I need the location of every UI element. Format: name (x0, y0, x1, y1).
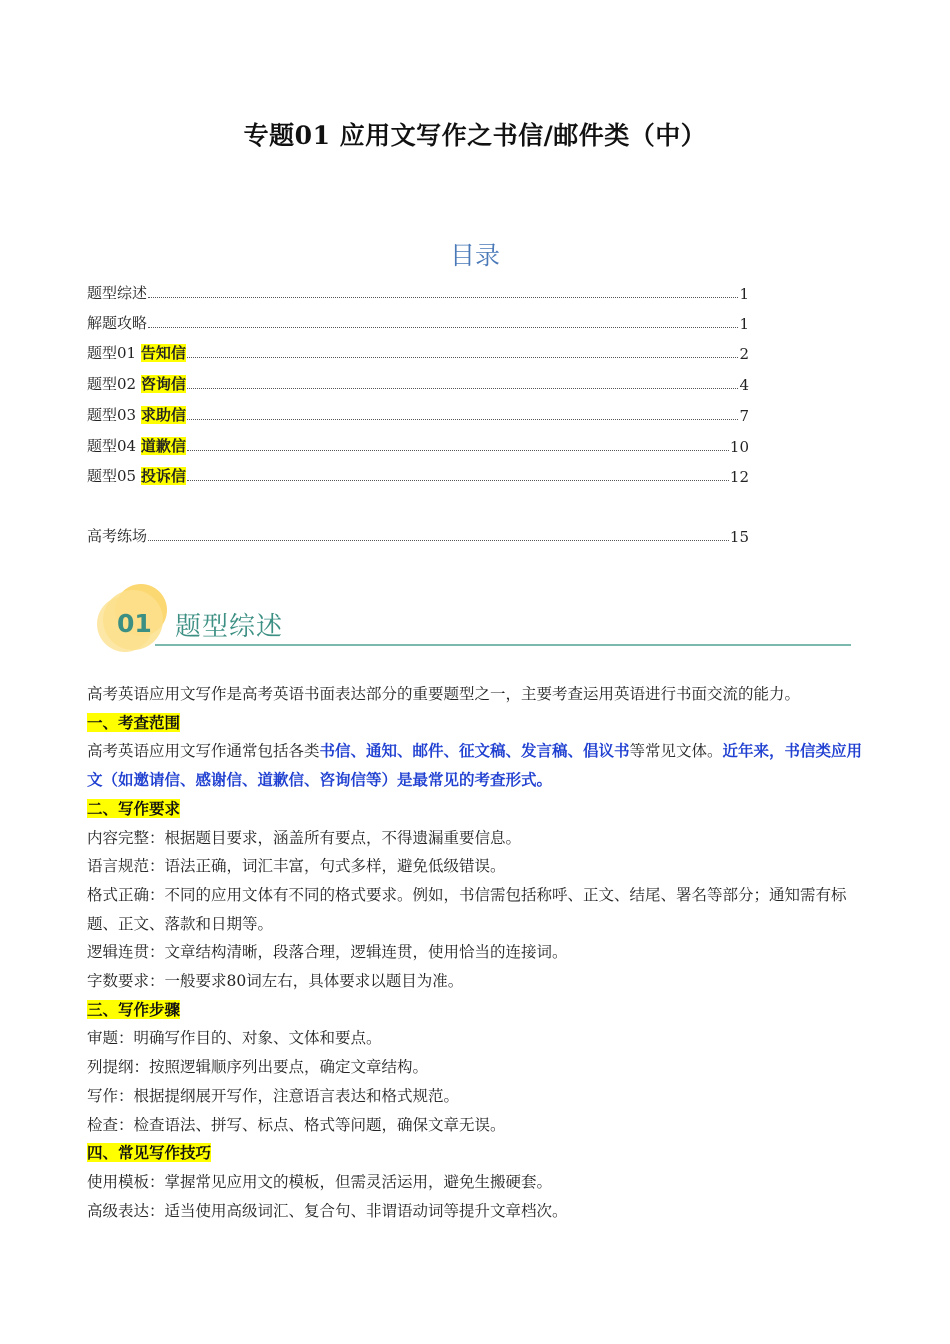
toc-entry[interactable] (87, 464, 749, 486)
scope-mid: 等常见文体。 (629, 742, 723, 761)
toc-entry[interactable] (87, 434, 749, 456)
toc-entry[interactable] (87, 311, 749, 333)
toc-entry-highlight: 道歉信 (140, 437, 186, 455)
toc-entry-label: 题型02 (87, 375, 141, 393)
toc-entry[interactable] (87, 281, 749, 303)
toc-entry-page: 2 (739, 345, 749, 363)
toc-entry-page: 4 (739, 376, 749, 394)
toc-entry-page: 12 (729, 468, 749, 486)
step-item: 检查：检查语法、拼写、标点、格式等问题，确保文章无误。 (87, 1115, 506, 1134)
toc-entry-label: 题型04 (87, 437, 141, 455)
toc-entry-highlight: 求助信 (140, 406, 186, 424)
toc-entry-page: 1 (739, 315, 749, 333)
heading-scope: 一、考查范围 (87, 712, 181, 732)
requirement-item: 语言规范：语法正确，词汇丰富，句式多样，避免低级错误。 (87, 857, 506, 876)
step-item: 写作：根据提纲展开写作，注意语言表达和格式规范。 (87, 1086, 460, 1105)
toc-entry-page: 7 (739, 407, 749, 425)
toc-leader-dots (187, 480, 729, 481)
toc-leader-dots (187, 450, 729, 451)
scope-paragraph (87, 737, 867, 794)
requirement-item: 内容完整：根据题目要求，涵盖所有要点，不得遗漏重要信息。 (87, 828, 522, 847)
tip-item: 使用模板：掌握常见应用文的模板，但需灵活运用，避免生搬硬套。 (87, 1172, 553, 1191)
section-content (87, 680, 867, 1225)
toc-entry-page: 15 (729, 528, 749, 546)
scope-emphasis: 近年来，书信类应用文（如邀请信、感谢信、道歉信、咨询信等）是最常见的考查形式。 (87, 741, 863, 790)
toc-entry-highlight: 告知信 (140, 344, 186, 362)
step-item: 列提纲：按照逻辑顺序列出要点，确定文章结构。 (87, 1058, 429, 1077)
requirement-item: 逻辑连贯：文章结构清晰，段落合理，逻辑连贯，使用恰当的连接词。 (87, 943, 568, 962)
scope-types: 书信、通知、邮件、征文稿、发言稿、倡议书 (319, 741, 630, 761)
tip-item: 高级表达：适当使用高级词汇、复合句、非谓语动词等提升文章档次。 (87, 1201, 568, 1220)
intro-paragraph: 高考英语应用文写作是高考英语书面表达部分的重要题型之一，主要考查运用英语进行书面交流的能力。 (87, 685, 801, 703)
toc-entry-label: 解题攻略 (87, 314, 148, 332)
scope-prefix: 高考英语应用文写作通常包括各类 (87, 742, 320, 761)
section-underline (155, 644, 851, 646)
document-title: 专题01 应用文写作之书信/邮件类（中） (243, 121, 707, 150)
toc-entry-page: 10 (729, 438, 749, 456)
step-item: 审题：明确写作目的、对象、文体和要点。 (87, 1029, 382, 1048)
requirement-item: 格式正确：不同的应用文体有不同的格式要求。例如，书信需包括称呼、正文、结尾、署名等部分；通知需有标题、正文、落款和日期等。 (87, 885, 847, 933)
toc-entry-highlight: 咨询信 (140, 375, 186, 393)
requirement-item: 字数要求：一般要求80词左右，具体要求以题目为准。 (87, 972, 464, 991)
toc-leader-dots (148, 540, 729, 541)
toc-entry[interactable] (87, 341, 749, 363)
toc-entry-highlight: 投诉信 (140, 467, 186, 485)
section-number: 01 (117, 609, 152, 638)
toc-entry-label: 题型03 (87, 406, 141, 424)
toc-leader-dots (148, 297, 738, 298)
heading-tips: 四、常见写作技巧 (87, 1143, 212, 1163)
toc-leader-dots (187, 388, 739, 389)
toc-leader-dots (187, 419, 739, 420)
toc-entry[interactable] (87, 403, 749, 425)
toc-leader-dots (187, 357, 739, 358)
toc-entry[interactable] (87, 524, 749, 546)
toc-entry-label: 题型综述 (87, 284, 148, 302)
section-banner (95, 584, 855, 658)
toc-heading: 目录 (449, 241, 500, 270)
toc-entry-label: 题型01 (87, 344, 141, 362)
heading-requirements: 二、写作要求 (87, 798, 181, 818)
toc-entry-page: 1 (739, 285, 749, 303)
toc-entry-label: 高考练场 (87, 527, 148, 545)
toc-leader-dots (148, 327, 738, 328)
heading-steps: 三、写作步骤 (87, 999, 181, 1019)
section-title: 题型综述 (175, 612, 284, 642)
toc-entry-label: 题型05 (87, 467, 141, 485)
toc-entry[interactable] (87, 372, 749, 394)
